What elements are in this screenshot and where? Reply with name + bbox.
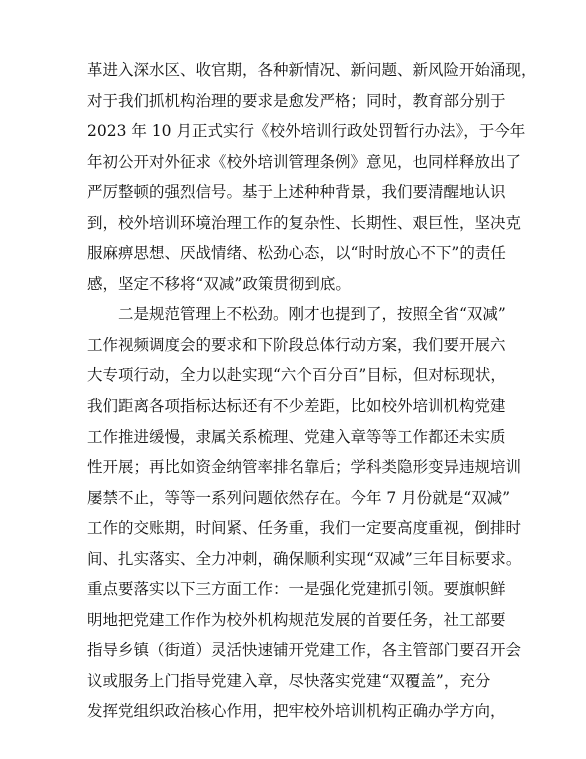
text-line: 2023 年 10 月正式实行《校外培训行政处罚暂行办法》，于今年 xyxy=(87,122,526,141)
body-text xyxy=(87,55,537,727)
text-line: 感，坚定不移将“双减”政策贯彻到底。 xyxy=(87,274,351,293)
text-line: 议或服务上门指导党建入章，尽快落实党建“双覆盖”，充分 xyxy=(87,671,491,690)
text-line: 明地把党建工作作为校外机构规范发展的首要任务，社工部要 xyxy=(87,610,506,629)
text-line: 屡禁不止，等等一系列问题依然存在。今年 7 月份就是“双减” xyxy=(87,488,511,507)
text-line: 工作推进缓慢，隶属关系梳理、党建入章等等工作都还未实质 xyxy=(87,427,506,446)
text-line: 指导乡镇（街道）灵活快速铺开党建工作，各主管部门要召开会 xyxy=(87,641,522,660)
paragraph-start-line: 二是规范管理上不松劲。刚才也提到了，按照全省“双减” xyxy=(118,305,506,324)
text-line: 间、扎实落实、全力冲刺，确保顺利实现“双减”三年目标要求。 xyxy=(87,549,522,568)
text-line: 革进入深水区、收官期，各种新情况、新问题、新风险开始涌现， xyxy=(87,61,537,79)
text-line: 严厉整顿的强烈信号。基于上述种种背景，我们要清醒地认识 xyxy=(87,183,506,202)
text-line: 性开展；再比如资金纳管率排名靠后；学科类隐形变异违规培训 xyxy=(87,458,522,477)
text-line: 工作的交账期，时间紧、任务重，我们一定要高度重视，倒排时 xyxy=(87,519,522,538)
text-line: 年初公开对外征求《校外培训管理条例》意见，也同样释放出了 xyxy=(87,152,522,171)
text-line: 到，校外培训环境治理工作的复杂性、长期性、艰巨性，坚决克 xyxy=(87,213,522,232)
text-line: 重点要落实以下三方面工作：一是强化党建抓引领。要旗帜鲜 xyxy=(87,580,506,599)
text-line: 大专项行动，全力以赴实现“六个百分百”目标，但对标现状， xyxy=(87,366,506,385)
text-line: 对于我们抓机构治理的要求是愈发严格；同时，教育部分别于 xyxy=(87,91,506,110)
text-line: 服麻痹思想、厌战情绪、松劲心态，以“时时放心不下”的责任 xyxy=(87,244,506,263)
text-line: 工作视频调度会的要求和下阶段总体行动方案，我们要开展六 xyxy=(87,335,506,354)
text-line: 发挥党组织政治核心作用，把牢校外培训机构正确办学方向， xyxy=(87,702,506,721)
text-line: 我们距离各项指标达标还有不少差距，比如校外培训机构党建 xyxy=(87,397,506,416)
